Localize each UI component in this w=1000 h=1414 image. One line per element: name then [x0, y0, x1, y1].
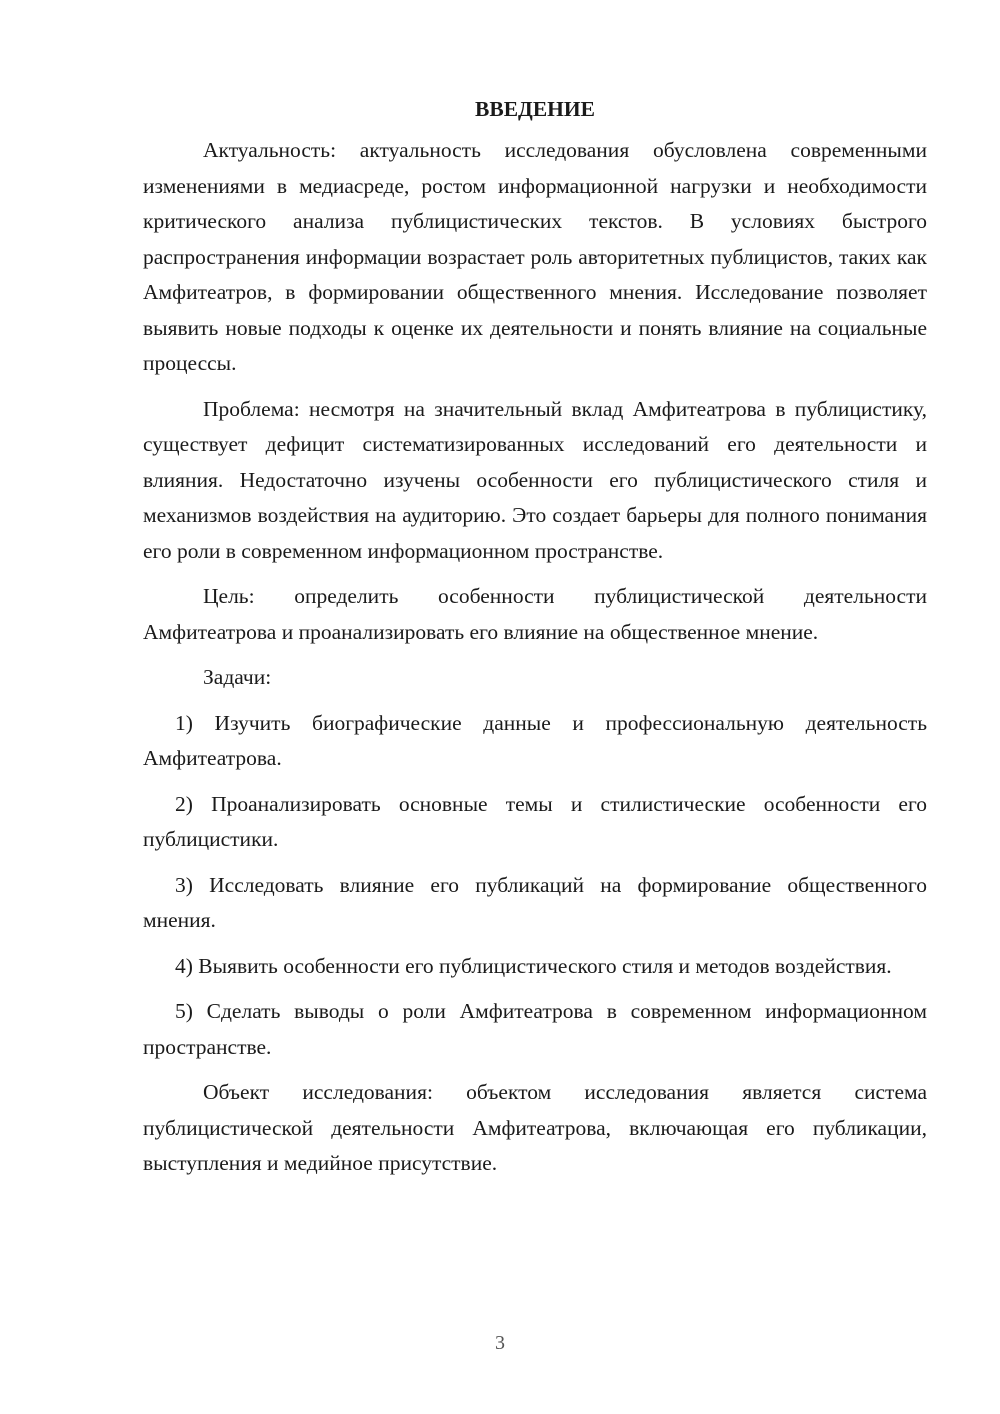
task-item: 3) Исследовать влияние его публикаций на формирование общественного мнения.: [143, 872, 927, 932]
tasks-list: [143, 706, 927, 1066]
page-number: 3: [495, 1332, 505, 1354]
task-item: 2) Проанализировать основные темы и стилистические особенности его публицистики.: [143, 791, 927, 851]
task-item: 5) Сделать выводы о роли Амфитеатрова в современном информационном пространстве.: [143, 999, 927, 1059]
tasks-label: Задачи:: [203, 665, 272, 689]
goal-paragraph: Цель: определить особенности публицистической деятельности Амфитеатрова и проанализировать его влияние на общественное мнение.: [143, 584, 927, 644]
document-page: [143, 92, 927, 1192]
object-paragraph: Объект исследования: объектом исследования является система публицистической деятельности Амфитеатрова, включающая его публикации, выступления и медийное присутствие.: [143, 1080, 927, 1175]
relevance-paragraph: Актуальность: актуальность исследования обусловлена современными изменениями в медиасреде, ростом информационной нагрузки и необходимости критического анализа публицистических текстов. В условиях быстрого распространения информации возрастает роль авторитетных публицистов, таких как Амфитеатров, в формировании общественного мнения. Исследование позволяет выявить новые подходы к оценке их деятельности и понять влияние на социальные процессы.: [143, 138, 927, 375]
task-item: 4) Выявить особенности его публицистического стиля и методов воздействия.: [175, 953, 892, 978]
problem-paragraph: Проблема: несмотря на значительный вклад Амфитеатрова в публицистику, существует дефицит систематизированных исследований его деятельности и влияния. Недостаточно изучены особенности его публицистического стиля и механизмов воздействия на аудиторию. Это создает барьеры для полного понимания его роли в современном информационном пространстве.: [143, 396, 927, 563]
task-item: 1) Изучить биографические данные и профессиональную деятельность Амфитеатрова.: [143, 710, 927, 770]
section-heading: ВВЕДЕНИЕ: [475, 97, 595, 121]
